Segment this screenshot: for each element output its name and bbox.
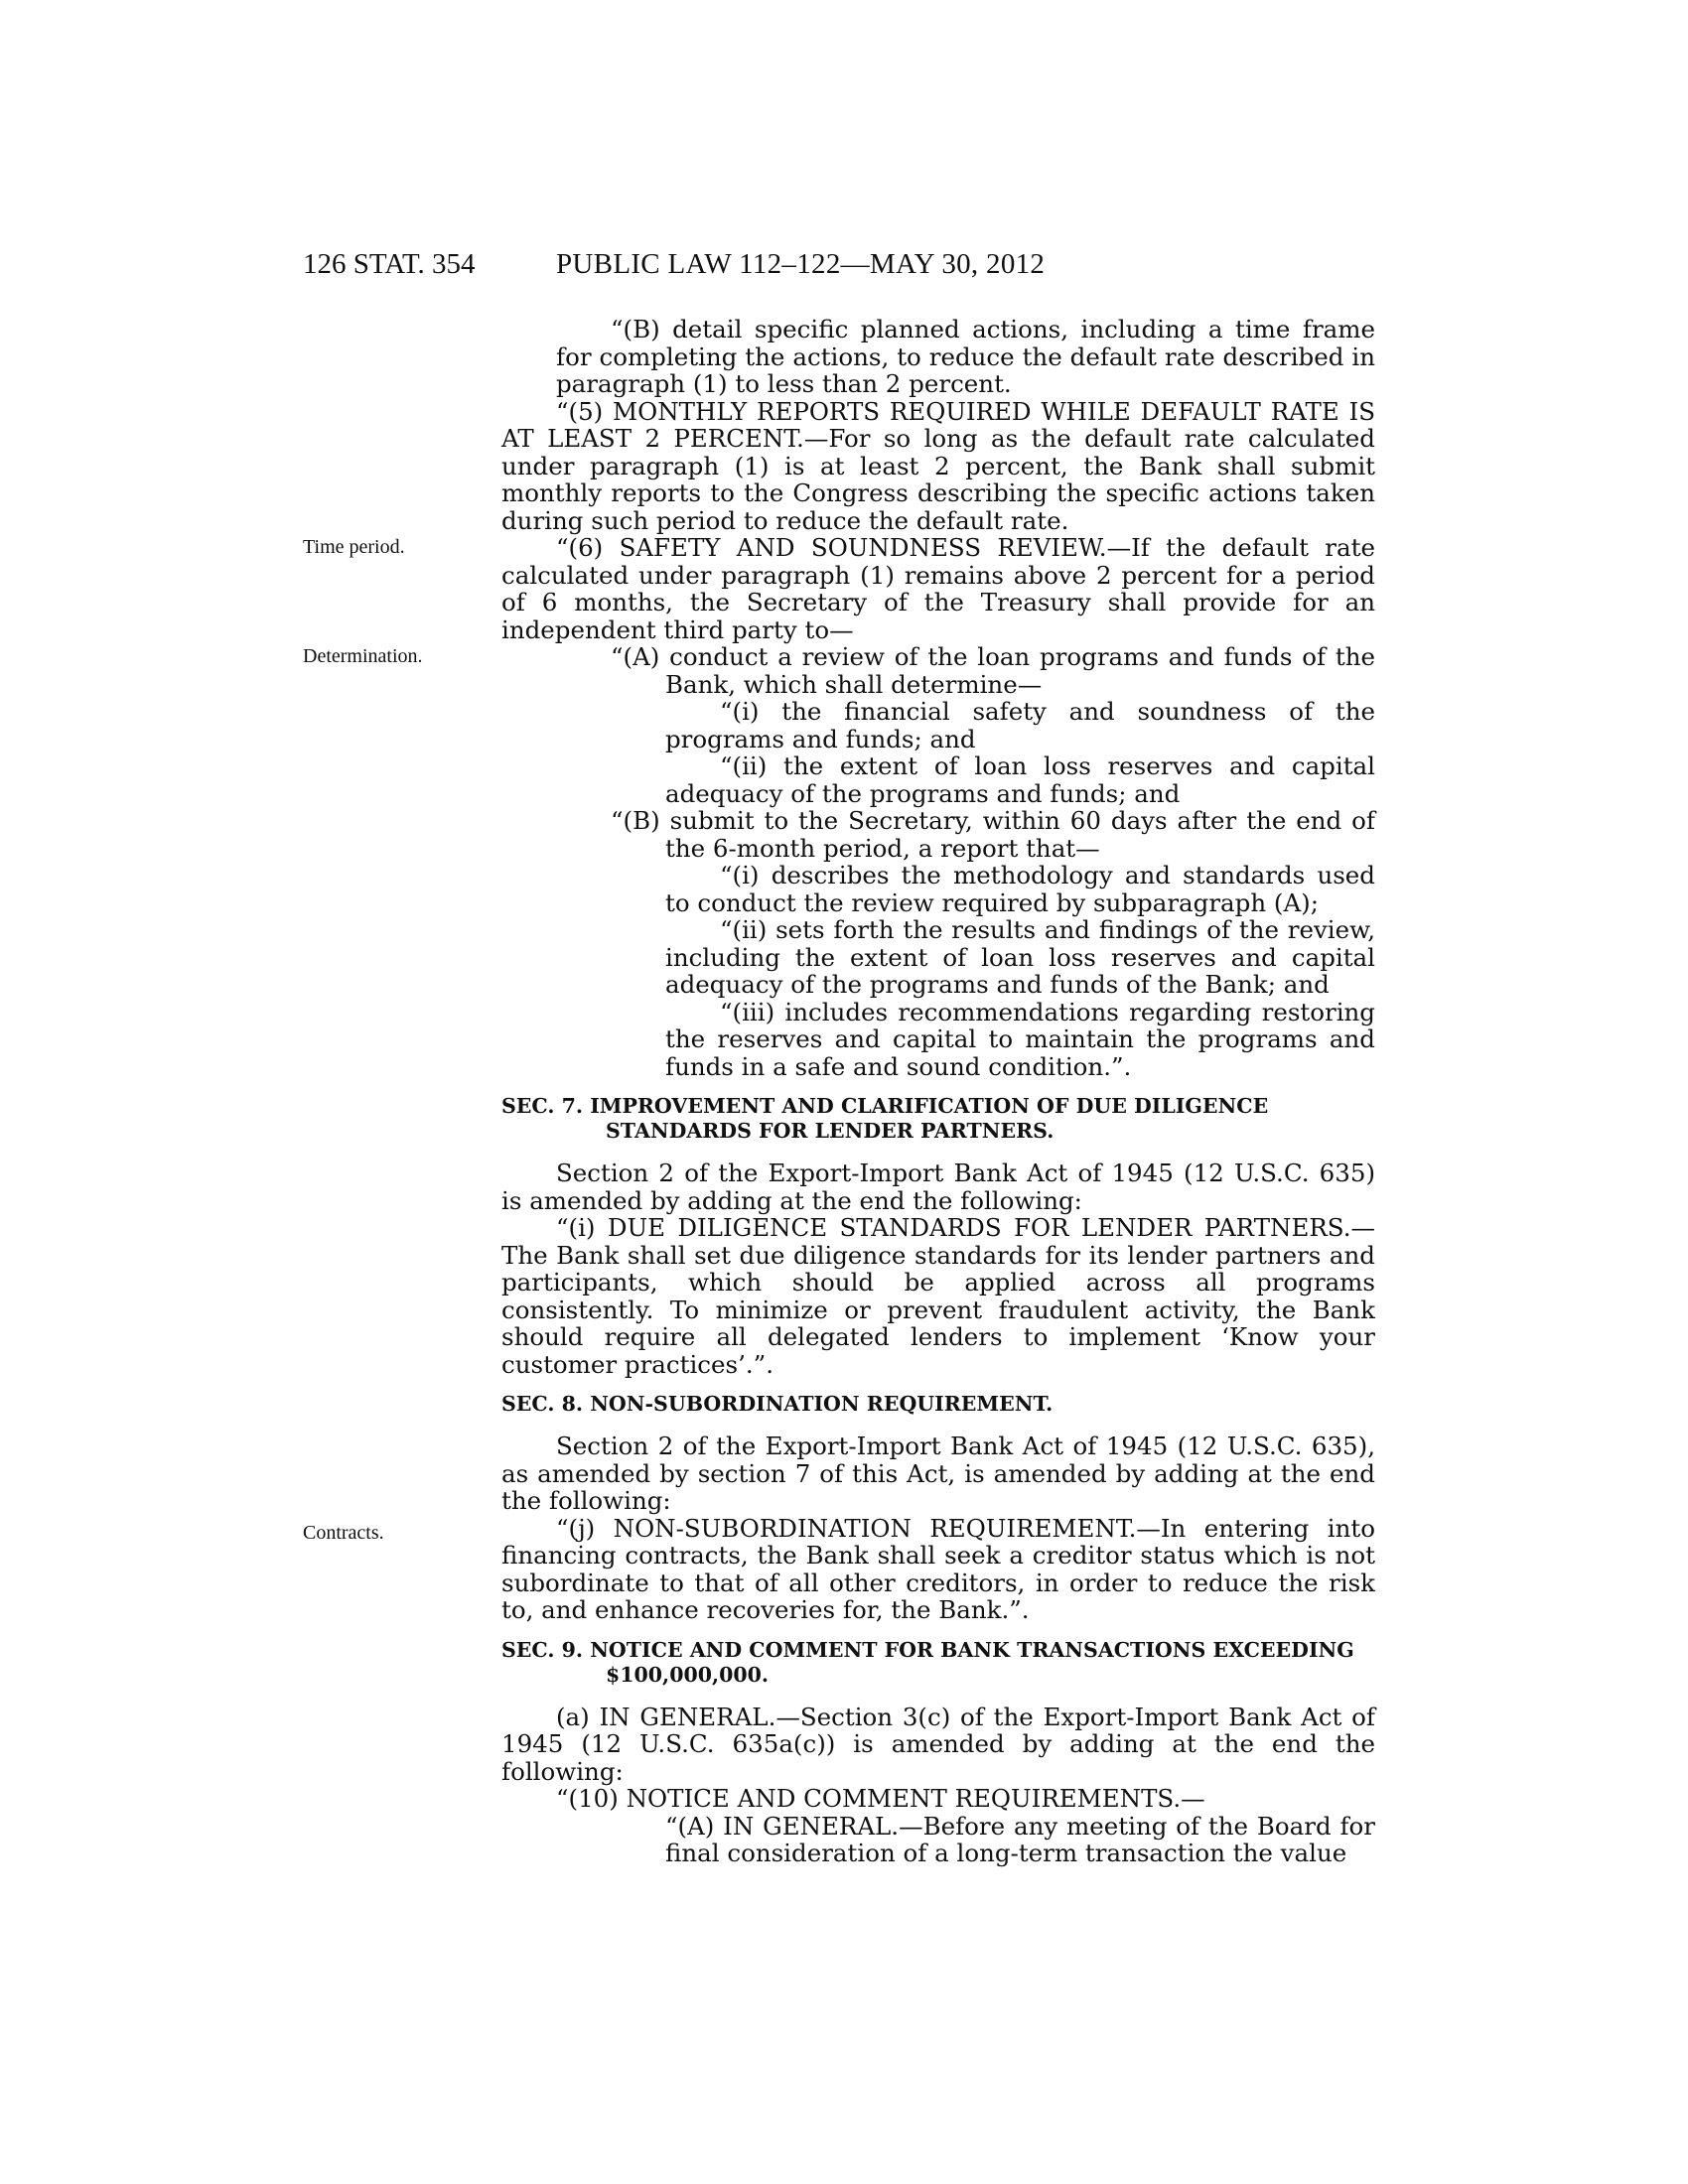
section-8-text: Section 2 of the Export-Import Bank Act of 1945 (12 U.S.C. 635), as amended by section 7 of this Act, is amended by adding at the end the following: xyxy=(501,1432,1375,1515)
section-7-heading xyxy=(501,1094,1375,1144)
subsection-i-heading: DUE DILIGENCE STANDARDS FOR LENDER PARTNERS. xyxy=(607,1213,1351,1242)
clause-b-ii-text: “(ii) sets forth the results and findings of the review, including the extent of loan loss reserves and capital adequacy of the programs and funds of the Bank; and xyxy=(665,915,1375,999)
subparagraph-b-detail: “(B) detail specific planned actions, including a time frame for completing the actions, to reduce the default rate described in paragraph (1) to less than 2 percent. xyxy=(556,315,1375,398)
paragraph-10-a-heading: IN GENERAL. xyxy=(723,1811,900,1841)
statute-page-number: 126 STAT. 354 xyxy=(303,248,476,280)
paragraph-10-dash: — xyxy=(1181,1784,1205,1813)
section-7-heading-line2: STANDARDS FOR LENDER PARTNERS. xyxy=(606,1119,1055,1143)
paragraph-10-a xyxy=(556,1813,1375,1867)
margin-note-determination: Determination. xyxy=(303,645,423,667)
subparagraph-a-review: “(A) conduct a review of the loan programs and funds of the Bank, which shall determine— xyxy=(611,642,1375,699)
section-9-subsection-a xyxy=(501,1704,1375,1786)
margin-note-time-period: Time period. xyxy=(303,536,405,558)
subsection-j-number: “(j) xyxy=(556,1513,614,1543)
subsection-a-heading: IN GENERAL. xyxy=(599,1702,776,1731)
section-7-heading-line1: SEC. 7. IMPROVEMENT AND CLARIFICATION OF DUE DILIGENCE xyxy=(501,1094,1269,1118)
section-8-heading-text: SEC. 8. NON-SUBORDINATION REQUIREMENT. xyxy=(501,1392,1054,1416)
page-title: PUBLIC LAW 112–122—MAY 30, 2012 xyxy=(556,248,1046,280)
page-header xyxy=(0,248,1688,288)
section-8-subsection-j xyxy=(501,1515,1375,1624)
paragraph-5 xyxy=(501,398,1375,535)
section-7-text: Section 2 of the Export-Import Bank Act of 1945 (12 U.S.C. 635) is amended by adding at the end the following: xyxy=(501,1159,1375,1215)
document-body xyxy=(501,316,1375,1867)
clause-a-ii-text: “(ii) the extent of loan loss reserves and capital adequacy of the programs and funds; and xyxy=(665,751,1375,808)
paragraph-5-number: “(5) xyxy=(556,396,614,426)
section-9-heading xyxy=(501,1638,1375,1688)
clause-b-i-text: “(i) describes the methodology and standards used to conduct the review required by subparagraph (A); xyxy=(665,861,1375,917)
subsection-i-text: —The Bank shall set due diligence standards for its lender partners and participants, which should be applied across all programs consistently. To minimize or prevent fraudulent activity, the Bank should require all delegated lenders to implement ‘Know your customer practices’.”. xyxy=(501,1213,1375,1379)
paragraph-6-heading: SAFETY AND SOUNDNESS REVIEW. xyxy=(619,533,1107,562)
clause-a-ii xyxy=(501,752,1375,807)
margin-note-contracts: Contracts. xyxy=(303,1522,384,1544)
paragraph-6-number: “(6) xyxy=(556,533,620,562)
paragraph-10 xyxy=(501,1785,1375,1813)
subsection-a-number: (a) xyxy=(556,1702,600,1731)
section-8-heading xyxy=(501,1392,1375,1417)
paragraph-5-heading: MONTHLY REPORTS REQUIRED WHILE DEFAULT RATE IS AT LEAST 2 PERCENT. xyxy=(501,396,1375,453)
paragraph-6-text: —If the default rate calculated under paragraph (1) remains above 2 percent for a period of 6 months, the Secretary of the Treasury shall provide for an independent third party to— xyxy=(501,533,1375,644)
clause-b-i xyxy=(501,862,1375,916)
paragraph-10-number: “(10) xyxy=(556,1784,627,1813)
section-7-subsection-i xyxy=(501,1214,1375,1378)
subsection-j-text: —In entering into financing contracts, the Bank shall seek a creditor status which is not subordinate to that of all other creditors, in order to reduce the risk to, and enhance recoveries for, the Bank.”. xyxy=(501,1513,1375,1624)
subsection-a-text: —Section 3(c) of the Export-Import Bank Act of 1945 (12 U.S.C. 635a(c)) is amended by adding at the end the following: xyxy=(501,1702,1375,1786)
clause-b-iii xyxy=(501,999,1375,1081)
paragraph-10-heading: NOTICE AND COMMENT REQUIREMENTS. xyxy=(626,1784,1182,1813)
subparagraph-b-submit: “(B) submit to the Secretary, within 60 days after the end of the 6-month period, a report that— xyxy=(611,806,1375,863)
subsection-j-heading: NON-SUBORDINATION REQUIREMENT. xyxy=(613,1513,1137,1543)
section-9-heading-line2: $100,000,000. xyxy=(606,1662,770,1687)
clause-b-ii xyxy=(501,916,1375,999)
paragraph-10-a-number: “(A) xyxy=(665,1811,724,1841)
clause-b-iii-text: “(iii) includes recommendations regarding restoring the reserves and capital to maintain the programs and funds in a safe and sound condition.”. xyxy=(665,997,1375,1081)
clause-a-i xyxy=(501,698,1375,752)
section-9-heading-line1: SEC. 9. NOTICE AND COMMENT FOR BANK TRANSACTIONS EXCEEDING xyxy=(501,1637,1354,1662)
paragraph-5-text: —For so long as the default rate calculated under paragraph (1) is at least 2 percent, the Bank shall submit monthly reports to the Congress describing the specific actions taken during such period to reduce the default rate. xyxy=(501,424,1375,535)
subsection-i-number: “(i) xyxy=(556,1213,608,1242)
clause-a-i-text: “(i) the financial safety and soundness of the programs and funds; and xyxy=(665,697,1375,753)
paragraph-10-a-text: —Before any meeting of the Board for final consideration of a long-term transaction the value xyxy=(665,1811,1375,1867)
paragraph-6 xyxy=(501,534,1375,643)
